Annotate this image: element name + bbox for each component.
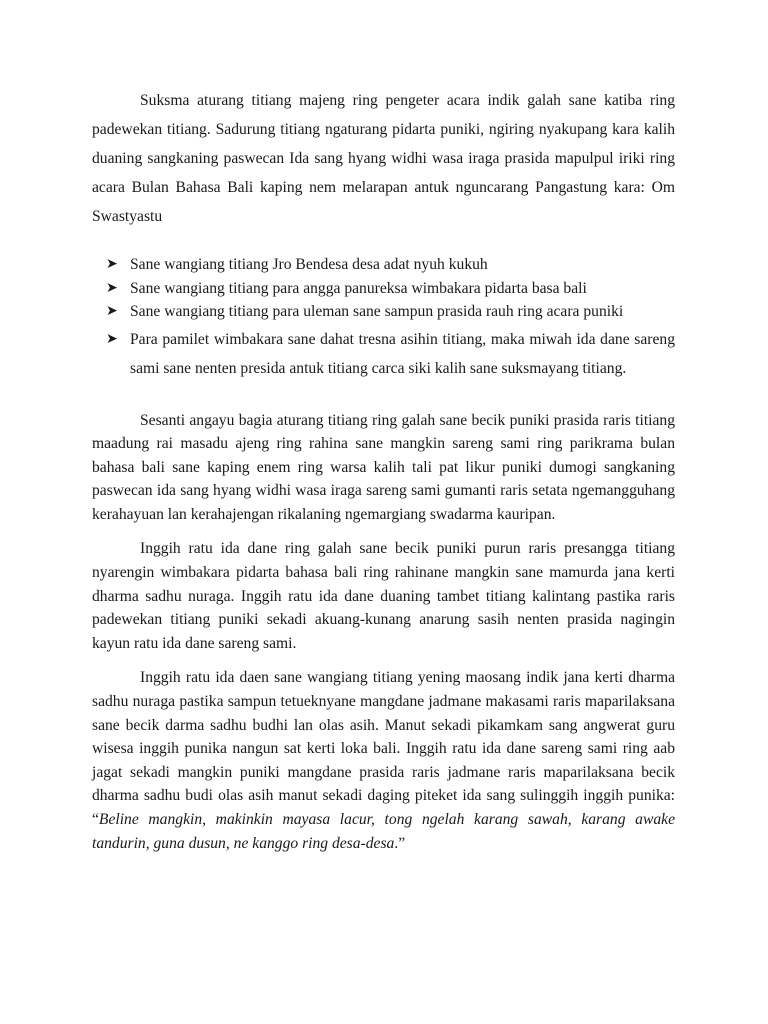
- intro-paragraph: Suksma aturang titiang majeng ring pengeter acara indik galah sane katiba ring padewekan titiang. Sadurung titiang ngaturang pidarta puniki, ngiring nyakupang kara kalih duaning sangkaning paswecan Ida sang hyang widhi wasa iraga prasida mapulpul iriki ring acara Bulan Bahasa Bali kaping nem melarapan antuk nguncarang Pangastung kara: Om Swastyastu: [92, 92, 675, 225]
- quoted-proverb: Beline mangkin, makinkin mayasa lacur, tong ngelah karang sawah, karang awake tandurin, guna dusun, ne kanggo ring desa-desa: [92, 811, 675, 852]
- list-item-text: Para pamilet wimbakara sane dahat tresna asihin titiang, maka miwah ida dane sareng sami sane nenten presida antuk titiang carca siki kalih sane suksmayang titiang.: [130, 330, 675, 377]
- quote-closing: .”: [394, 834, 406, 852]
- arrowhead-bullet-icon: ➤: [106, 330, 118, 347]
- arrowhead-bullet-icon: ➤: [106, 279, 118, 296]
- body-paragraph-2: Sesanti angayu bagia aturang titiang ring galah sane becik puniki prasida raris titiang maadung rai masadu ajeng ring rahina sane mangkin sareng sami ring parikrama bulan bahasa bali sane kaping enem ring warsa kalih tali pat likur puniki dumogi sangkaning paswecan ida sang hyang widhi wasa iraga sareng sami gumanti raris setata ngemangguhang kerahayuan lan kerahajengan rikalaning ngemargiang swadarma kauripan.: [92, 411, 675, 523]
- paragraph-4-text: Inggih ratu ida daen sane wangiang titiang yening maosang indik jana kerti dharma sadhu nuraga pastika sampun tetueknyane mangdane jadmane makasami raris maparilaksana sane becik darma sadhu budhi lan olas asih. Manut sekadi pikamkam sang angwerat guru wisesa inggih punika nangun sat kerti loka bali. Inggih ratu ida dane sareng sami ring aab jagat sekadi mangkin puniki mangdane prasida raris jadmane raris maparilaksana becik dharma sadhu budi olas asih manut sekadi daging piteket ida sang sulinggih inggih punika: “: [92, 669, 675, 828]
- arrowhead-bullet-icon: ➤: [106, 303, 118, 319]
- body-paragraph-3: Inggih ratu ida dane ring galah sane becik puniki purun raris presangga titiang nyarengin wimbakara pidarta bahasa bali ring rahinane mangkin sane mamurda jana kerti dharma sadhu nuraga. Inggih ratu ida dane duaning tambet titiang kalintang pastika raris padewekan titiang puniki sekadi akuang-kunang anarung sasih nenten prasida nagingin kayun ratu ida dane sareng sami.: [92, 540, 675, 652]
- list-item: [92, 277, 675, 301]
- salutation-list: [92, 253, 675, 383]
- list-item-text: Sane wangiang titiang para uleman sane sampun prasida rauh ring acara puniki: [130, 303, 624, 320]
- list-item-text: Sane wangiang titiang Jro Bendesa desa adat nyuh kukuh: [130, 256, 488, 273]
- body-paragraph-4: [92, 666, 675, 855]
- arrowhead-bullet-icon: ➤: [106, 256, 118, 272]
- document-page: [92, 86, 675, 855]
- list-item: [92, 325, 675, 383]
- list-item-text: Sane wangiang titiang para angga panureksa wimbakara pidarta basa bali: [130, 279, 587, 297]
- list-item: [92, 300, 675, 324]
- list-item: [92, 253, 675, 277]
